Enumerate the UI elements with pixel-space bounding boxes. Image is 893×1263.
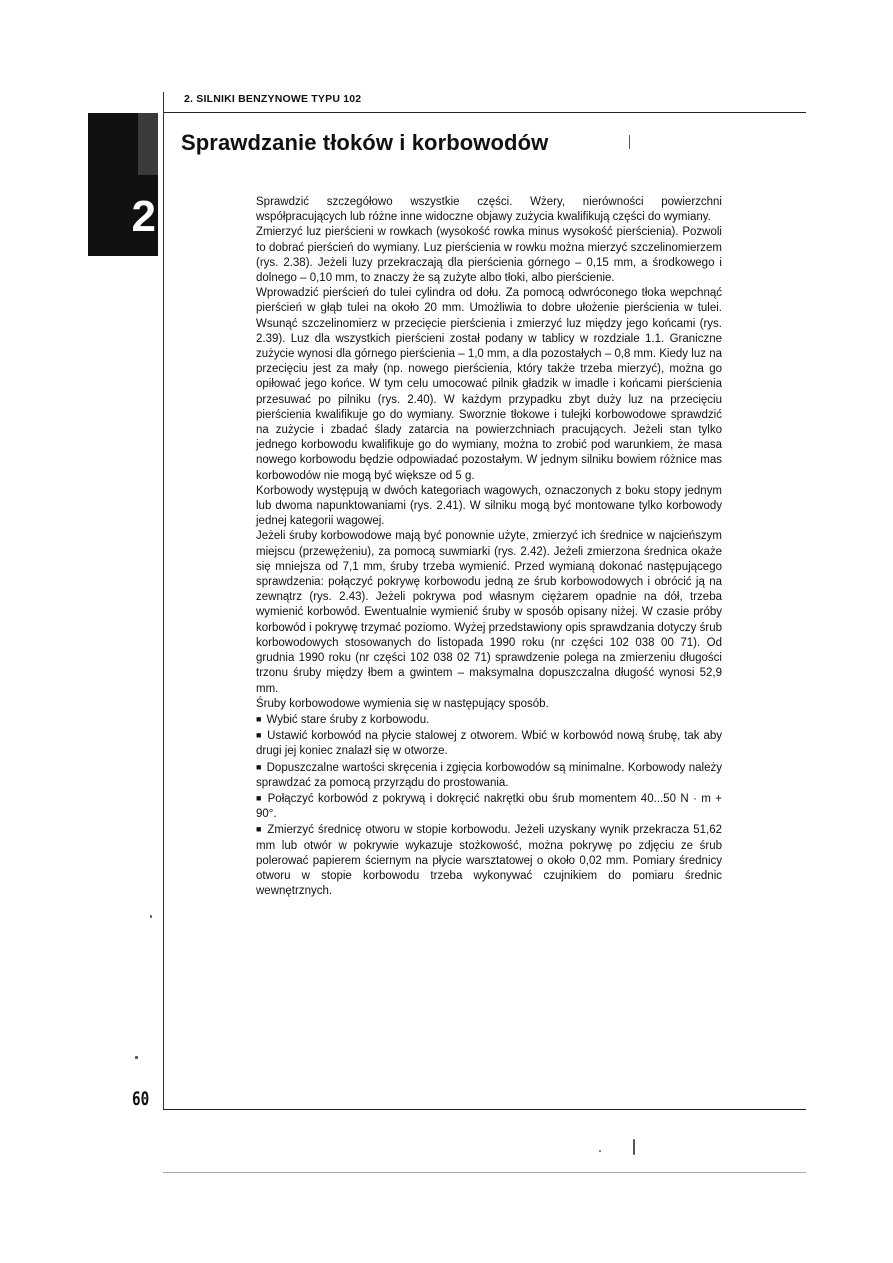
section-title: Sprawdzanie tłoków i korbowodów [181,130,549,155]
scan-speck [633,1139,635,1155]
bullet-item: ■ Wybić stare śruby z korbowodu. [256,712,722,728]
page-number: 60 [132,1088,150,1110]
paragraph: Wprowadzić pierścień do tulei cylindra od dołu. Za pomocą odwróconego tłoka wepchnąć pierścień w głąb tulei na około 20 mm. Umożliwia to dobre ułożenie pierścienia w tulei. Wsunąć szczelinomierz w przecięcie pierścienia i zmierzyć luz między jego końcami (rys. 2.39). Luz dla wszystkich pierścieni został podany w tablicy w rozdziale 1.1. Graniczne zużycie wynosi dla górnego pierścienia – 1,0 mm, a dla pozostałych – 0,8 mm. Kiedy luz na przecięciu jest za mały (np. nowego pierścienia, który także trzeba mierzyć), można go opiłować jego końce. W tym celu umocować pilnik gładzik w imadle i końcami pierścienia przesuwać po pilniku (rys. 2.40). W każdym przypadku zbyt duży luz na przecięciu pierścienia kwalifikuje go do wymiany. Sworznie tłokowe i tulejki korbowodowe sprawdzić na zużycie i zbadać ślady zatarcia na powierzchniach pracujących. Jeżeli stan tylko jednego korbowodu kwalifikuje go do wymiany, można to zrobić pod warunkiem, że masa nowego korbowodu będzie odpowiadać pozostałym. W jednym silniku bowiem różnice mas korbowodów nie mogą być większe od 5 g. [256,287,722,482]
paragraph: Korbowody występują w dwóch kategoriach wagowych, oznaczonych z boku stopy jednym lub dwoma napunktowaniami (rys. 2.41). W silniku mogą być montowane tylko korbowody jednej kategorii wagowej. [256,484,722,528]
bullet-item: ■ Połączyć korbowód z pokrywą i dokręcić nakrętki obu śrub momentem 40...50 N · m + 90°. [256,791,722,822]
bullet-item: ■ Dopuszczalne wartości skręcenia i zgięcia korbowodów są minimalne. Korbowody należy sprawdzać za pomocą przyrządu do prostowania. [256,760,722,791]
body-text [256,195,722,899]
bullet-item: ■ Ustawić korbowód na płycie stalowej z otworem. Wbić w korbowód nową śrubę, tak aby drugi jej koniec znalazł się w otworze. [256,728,722,759]
chapter-number: 2 [131,192,156,241]
footer-rule [163,1109,806,1110]
left-margin-line [163,92,164,1110]
paragraph: Śruby korbowodowe wymienia się w następujący sposób. [256,697,549,710]
scan-speck [599,1150,601,1152]
chapter-tab-notch [138,113,158,175]
scan-speck [135,1056,138,1059]
bullet-item: ■ Zmierzyć średnicę otworu w stopie korbowodu. Jeżeli uzyskany wynik przekracza 51,62 mm lub otwór w pokrywie wykazuje stożkowość, można pokrywę po zdjęciu ze śrub polerować papierem ściernym na płycie warsztatowej o około 0,02 mm. Pomiary średnicy otworu w stopie korbowodu trzeba wykonywać czujnikiem do pomiaru średnic wewnętrznych. [256,822,722,899]
header-rule [163,112,806,113]
bottom-rule [163,1172,806,1173]
paragraph: Jeżeli śruby korbowodowe mają być ponownie użyte, zmierzyć ich średnice w najcieńszym miejscu (przewężeniu), za pomocą suwmiarki (rys. 2.42). Jeżeli zmierzona średnica okaże się mniejsza od 7,1 mm, śruby trzeba wymienić. Przed wymianą dokonać następującego sprawdzenia: połączyć pokrywę korbowodu jedną ze śrub korbowodowych i obrócić ją na zewnątrz (rys. 2.43). Jeżeli pokrywa pod własnym ciężarem opadnie na dół, trzeba wymienić korbowód. Ewentualnie wymienić śruby w sposób opisany niżej. W czasie próby korbowód i pokrywę trzymać poziomo. Wyżej przedstawiony opis sprawdzania dotyczy śrub korbowodowych stosowanych do listopada 1990 roku (nr części 102 038 00 71). Od grudnia 1990 roku (nr części 102 038 02 71) sprawdzenie polega na zmierzeniu długości trzonu śruby między łbem a gwintem – maksymalna dopuszczalna długość wynosi 52,9 mm. [256,530,722,695]
scan-speck [629,135,630,149]
paragraph: Zmierzyć luz pierścieni w rowkach (wysokość rowka minus wysokość pierścienia). Pozwoli to dobrać pierścień do wymiany. Luz pierścienia w rowku można mierzyć szczelinomierzem (rys. 2.38). Jeżeli luzy przekraczają dla pierścienia górnego – 0,15 mm, a środkowego i dolnego – 0,10 mm, to znaczy że są zużyte albo tłoki, albo pierścienie. [256,226,722,285]
running-header: 2. SILNIKI BENZYNOWE TYPU 102 [184,93,362,105]
scan-speck [150,915,152,918]
chapter-tab [88,113,158,256]
paragraph: Sprawdzić szczegółowo wszystkie części. Wżery, nierówności powierzchni współpracujących lub różne inne widoczne objawy zużycia kwalifikują części do wymiany. [256,196,722,224]
